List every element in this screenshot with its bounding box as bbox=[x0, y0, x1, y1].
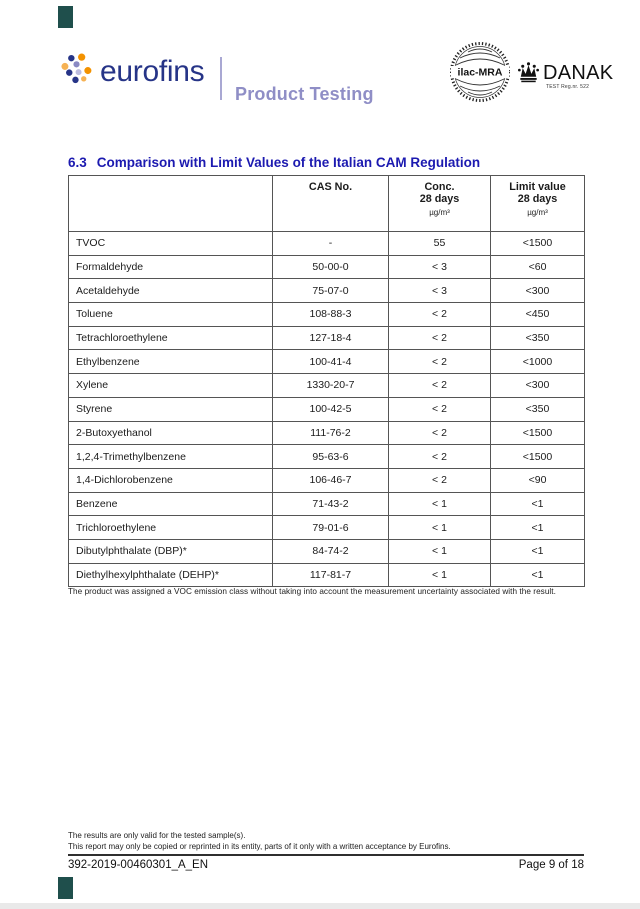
substance-name: Xylene bbox=[69, 374, 273, 398]
limit-value: <300 bbox=[491, 279, 585, 303]
col-header-conc: Conc. 28 days µg/m³ bbox=[389, 176, 491, 232]
cas-number: 95-63-6 bbox=[273, 445, 389, 469]
cam-comparison-table bbox=[68, 175, 585, 587]
unit-label: µg/m³ bbox=[429, 208, 450, 217]
substance-name: Styrene bbox=[69, 397, 273, 421]
eurofins-wordmark: eurofins bbox=[100, 55, 205, 88]
substance-name: Toluene bbox=[69, 303, 273, 327]
page-number: Page 9 of 18 bbox=[518, 859, 584, 871]
section-title: Comparison with Limit Values of the Italian CAM Regulation bbox=[96, 155, 481, 170]
cas-number: 108-88-3 bbox=[273, 303, 389, 327]
danak-test-reg-label: TEST Reg.nr. 522 bbox=[546, 84, 590, 90]
limit-value: <1 bbox=[491, 516, 585, 540]
concentration-value: < 2 bbox=[389, 326, 491, 350]
concentration-value: 55 bbox=[389, 232, 491, 256]
logo-divider bbox=[220, 57, 222, 100]
table-row bbox=[69, 255, 585, 279]
table-header-row bbox=[69, 176, 585, 232]
substance-name: Acetaldehyde bbox=[69, 279, 273, 303]
ilac-mra-label: ilac-MRA bbox=[457, 66, 503, 79]
page-edge bbox=[0, 903, 640, 909]
concentration-value: < 1 bbox=[389, 563, 491, 587]
scan-registration-mark-top bbox=[58, 6, 73, 28]
cas-number: 79-01-6 bbox=[273, 516, 389, 540]
limit-value: <60 bbox=[491, 255, 585, 279]
concentration-value: < 2 bbox=[389, 445, 491, 469]
table-row bbox=[69, 445, 585, 469]
col-header-cas: CAS No. bbox=[273, 176, 389, 232]
eurofins-dots-icon bbox=[61, 53, 92, 84]
table-row bbox=[69, 374, 585, 398]
cas-number: 84-74-2 bbox=[273, 539, 389, 563]
substance-name: Formaldehyde bbox=[69, 255, 273, 279]
limit-value: <1500 bbox=[491, 232, 585, 256]
table-row bbox=[69, 326, 585, 350]
substance-name: Ethylbenzene bbox=[69, 350, 273, 374]
limit-value: <1500 bbox=[491, 445, 585, 469]
scan-registration-mark-bottom bbox=[58, 877, 73, 899]
concentration-value: < 3 bbox=[389, 255, 491, 279]
concentration-value: < 1 bbox=[389, 539, 491, 563]
unit-label: µg/m³ bbox=[527, 208, 548, 217]
cas-number: 127-18-4 bbox=[273, 326, 389, 350]
limit-value: <1 bbox=[491, 539, 585, 563]
table-row bbox=[69, 232, 585, 256]
substance-name: Dibutylphthalate (DBP)* bbox=[69, 539, 273, 563]
concentration-value: < 2 bbox=[389, 397, 491, 421]
limit-value: <350 bbox=[491, 397, 585, 421]
table-row bbox=[69, 563, 585, 587]
limit-value: <1500 bbox=[491, 421, 585, 445]
substance-name: TVOC bbox=[69, 232, 273, 256]
table-row bbox=[69, 397, 585, 421]
substance-name: Diethylhexylphthalate (DEHP)* bbox=[69, 563, 273, 587]
limit-value: <300 bbox=[491, 374, 585, 398]
col-header-limit: Limit value 28 days µg/m³ bbox=[491, 176, 585, 232]
product-testing-label: Product Testing bbox=[235, 84, 374, 104]
table-row bbox=[69, 468, 585, 492]
danak-crown-icon bbox=[516, 60, 541, 84]
section-number: 6.3 bbox=[68, 155, 87, 170]
table-row bbox=[69, 539, 585, 563]
limit-value: <450 bbox=[491, 303, 585, 327]
cas-number: - bbox=[273, 232, 389, 256]
substance-name: Tetrachloroethylene bbox=[69, 326, 273, 350]
cam-table-body bbox=[69, 232, 585, 587]
section-heading bbox=[68, 155, 480, 170]
danak-label: DANAK bbox=[543, 62, 614, 84]
cas-number: 100-41-4 bbox=[273, 350, 389, 374]
concentration-value: < 2 bbox=[389, 468, 491, 492]
cas-number: 71-43-2 bbox=[273, 492, 389, 516]
cas-number: 111-76-2 bbox=[273, 421, 389, 445]
cas-number: 75-07-0 bbox=[273, 279, 389, 303]
col-header-substance bbox=[69, 176, 273, 232]
limit-value: <90 bbox=[491, 468, 585, 492]
substance-name: 1,2,4-Trimethylbenzene bbox=[69, 445, 273, 469]
table-row bbox=[69, 421, 585, 445]
table-footnote: The product was assigned a VOC emission class without taking into account the measurement uncertainty associated with the result. bbox=[68, 587, 556, 596]
footer-rule bbox=[68, 854, 584, 856]
concentration-value: < 2 bbox=[389, 303, 491, 327]
table-row bbox=[69, 279, 585, 303]
substance-name: 1,4-Dichlorobenzene bbox=[69, 468, 273, 492]
substance-name: 2-Butoxyethanol bbox=[69, 421, 273, 445]
concentration-value: < 2 bbox=[389, 350, 491, 374]
cas-number: 106-46-7 bbox=[273, 468, 389, 492]
limit-value: <1 bbox=[491, 492, 585, 516]
limit-value: <1000 bbox=[491, 350, 585, 374]
concentration-value: < 1 bbox=[389, 516, 491, 540]
concentration-value: < 2 bbox=[389, 374, 491, 398]
cas-number: 100-42-5 bbox=[273, 397, 389, 421]
limit-value: <1 bbox=[491, 563, 585, 587]
table-row bbox=[69, 303, 585, 327]
limit-value: <350 bbox=[491, 326, 585, 350]
cas-number: 50-00-0 bbox=[273, 255, 389, 279]
table-row bbox=[69, 492, 585, 516]
concentration-value: < 1 bbox=[389, 492, 491, 516]
concentration-value: < 3 bbox=[389, 279, 491, 303]
cas-number: 1330-20-7 bbox=[273, 374, 389, 398]
ilac-mra-seal-icon bbox=[448, 41, 512, 105]
table-row bbox=[69, 516, 585, 540]
cas-number: 117-81-7 bbox=[273, 563, 389, 587]
substance-name: Benzene bbox=[69, 492, 273, 516]
footer-copy-note: This report may only be copied or reprinted in its entity, parts of it only with a written acceptance by Eurofins. bbox=[68, 842, 451, 851]
table-row bbox=[69, 350, 585, 374]
concentration-value: < 2 bbox=[389, 421, 491, 445]
document-id: 392-2019-00460301_A_EN bbox=[68, 859, 209, 871]
footer-validity-note: The results are only valid for the tested sample(s). bbox=[68, 831, 246, 840]
substance-name: Trichloroethylene bbox=[69, 516, 273, 540]
